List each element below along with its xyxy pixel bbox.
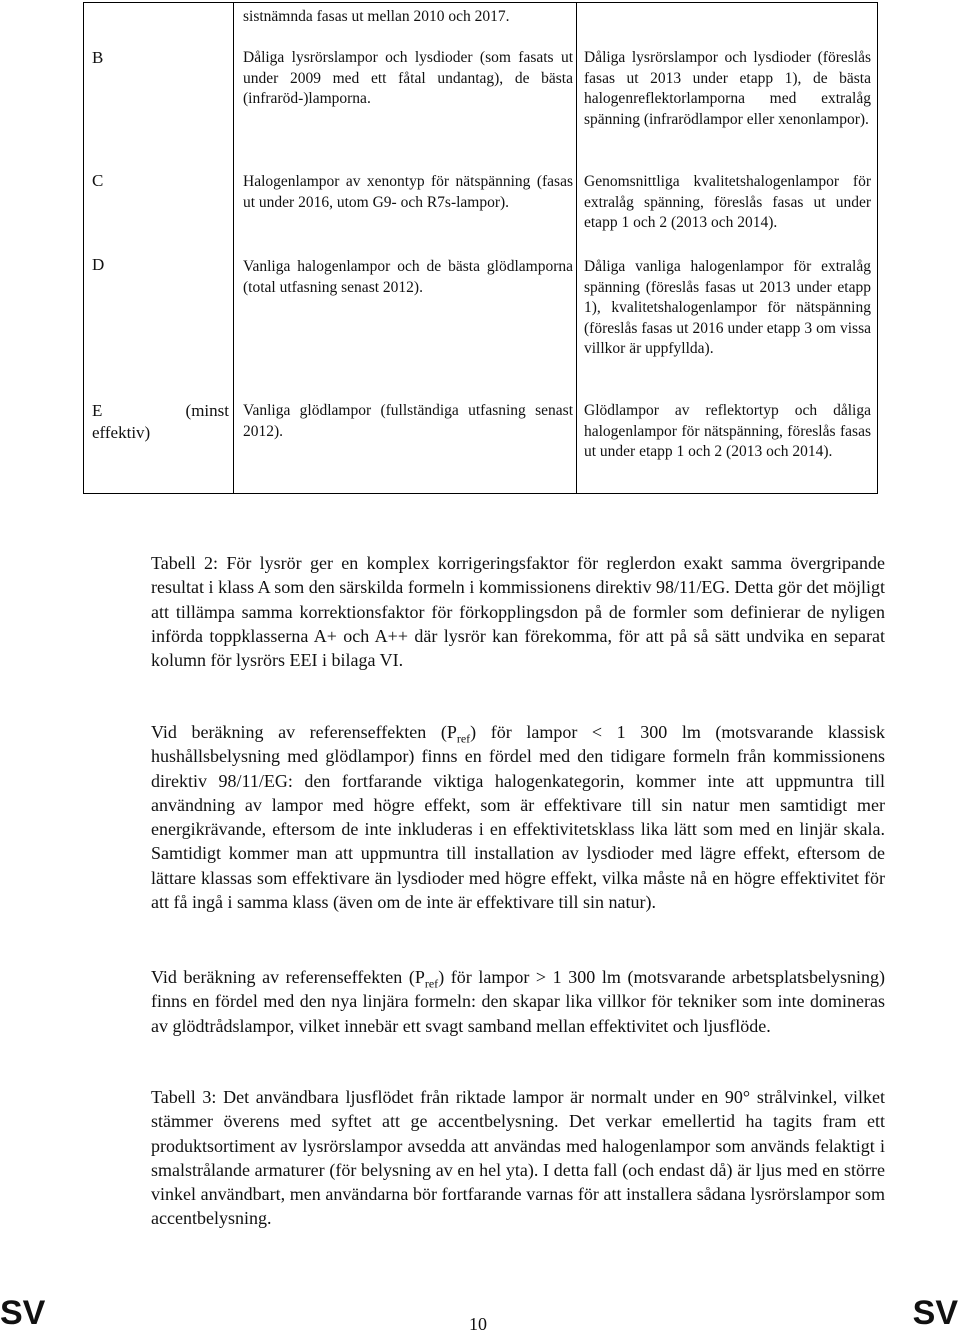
table-cell-current-continued: sistnämnda fasas ut mellan 2010 och 2017. — [243, 8, 510, 25]
paragraph-reference-power-low — [151, 720, 885, 914]
table-cell-e-current: Vanliga glödlampor (fullständiga utfasning senast 2012). — [243, 402, 573, 440]
paragraph-table-2: Tabell 2: För lysrör ger en komplex korrigeringsfaktor för reglerdon exakt samma övergripande resultat i klass A som den särskilda formeln i kommissionens direktiv 98/11/EG. Detta gör det möjligt att tillämpa samma korrektionsfaktor för förkopplingsdon på de formler som definierar de nyligen införda toppklasserna A+ och A++ där lysrör kan förekomma, för att på så sätt undvika en separat kolumn för lysrörs EEI i bilaga VI. — [151, 553, 885, 671]
table-class-c: C — [92, 171, 104, 190]
p3-subscript: ref — [424, 976, 439, 991]
table-class-e — [92, 400, 229, 444]
page-number: 10 — [469, 1314, 487, 1334]
table-class-e-letter: E — [92, 401, 103, 420]
table-cell-e-proposed: Glödlampor av reflektortyp och dåliga halogenlampor för nätspänning, föreslås fasas ut under etapp 1 och 2 (2013 och 2014). — [584, 402, 871, 460]
table-cell-c-proposed: Genomsnittliga kvalitetshalogenlampor för extralåg spänning, föreslås fasas ut under etapp 1 och 2 (2013 och 2014). — [584, 173, 871, 231]
table-cell-b-current: Dåliga lysrörslampor och lysdioder (som fasats ut under 2009 med ett fåtal undantag), de bästa (infraröd-)lamporna. — [243, 49, 573, 107]
p2-subscript: ref — [456, 731, 471, 746]
table-class-b: B — [92, 48, 104, 67]
lamp-class-table — [83, 2, 878, 494]
table-cell-d-current: Vanliga halogenlampor och de bästa glödlamporna (total utfasning senast 2012). — [243, 258, 573, 296]
table-column-divider — [576, 3, 577, 493]
table-cell-c-current: Halogenlampor av xenontyp för nätspänning (fasas ut under 2016, utom G9- och R7s-lampor). — [243, 173, 573, 211]
paragraph-reference-power-high — [151, 965, 885, 1038]
p2-text-start: Vid beräkning av referenseffekten (P — [151, 722, 457, 742]
p3-text-start: Vid beräkning av referenseffekten (P — [151, 967, 425, 987]
table-class-e-qualifier-cont: effektiv) — [92, 423, 151, 442]
table-class-e-qualifier: (minst — [185, 401, 229, 420]
table-cell-d-proposed: Dåliga vanliga halogenlampor för extralåg spänning (föreslås fasas ut 2013 under etapp 1), kvalitetshalogenlampor för nätspänning (föreslås fasas ut 2016 under etapp 3 om vissa villkor är uppfyllda). — [584, 258, 871, 357]
footer-language-right: SV — [912, 1294, 958, 1332]
table-cell-b-proposed: Dåliga lysrörslampor och lysdioder (föreslås fasas ut 2013 under etapp 1), de bästa halogenreflektorlamporna med extralåg spänning (infrarödlampor eller xenonlampor). — [584, 49, 871, 128]
footer-language-left: SV — [0, 1294, 46, 1332]
p3-text-end: ) för lampor > 1 300 lm (motsvarande arbetsplatsbelysning) finns en fördel med den nya linjära formeln: den skapar lika villkor för tekniker som inte domineras av glödtrådslampor, vilket innebär ett svagt samband mellan effektivitet och ljusflöde. — [151, 967, 885, 1036]
paragraph-table-3: Tabell 3: Det användbara ljusflödet från riktade lampor är normalt under en 90° strålvinkel, vilket stämmer överens med syftet att ge accentbelysning. Det verkar emellertid ha tagits fram ett produktsortiment av lysrörslampor avsedda att användas med halogenlampor som används felaktigt i smalstrålande armaturer (för belysning av en hel yta). I detta fall (och endast då) är ljus med en större vinkel användbart, men användarna bör fortfarande varnas för att installera sådana lysrörslampor som accentbelysning. — [151, 1087, 885, 1229]
table-class-d: D — [92, 255, 105, 274]
p2-text-end: ) för lampor < 1 300 lm (motsvarande klassisk hushållsbelysning med glödlampor) finns en fördel med den tidigare formeln från kommissionens direktiv 98/11/EG: den fortfarande viktiga halogenkategorin, kommer inte att uppmuntra till användning av lampor med högre effekt, som är effektivare till sin natur men samtidigt mer energikrävande, eftersom de inte inkluderas i en effektivitetsklass lika lätt som med en linjär skala. Samtidigt kommer man att uppmuntra till installation av lysdioder med lägre effekt, eftersom de lättare klassas som effektivare än lysdioder med högre effekt, vilka måste nå en högre effektivitet för att få ingå i samma klass (även om de inte är effektivare till sin natur). — [151, 722, 885, 913]
table-column-divider — [233, 3, 234, 493]
